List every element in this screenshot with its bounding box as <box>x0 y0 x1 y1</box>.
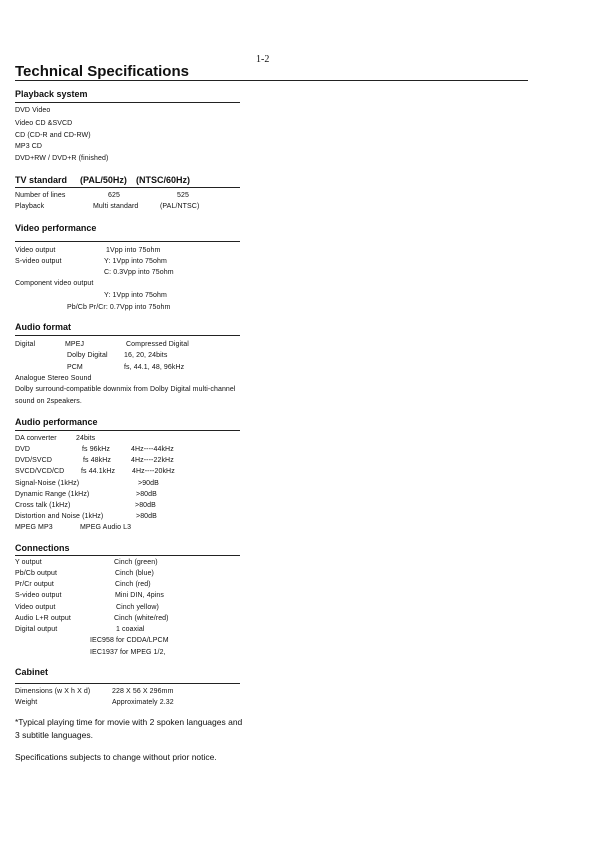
freq-fs: fs 44.1kHz <box>81 468 116 475</box>
cabinet-label: Weight <box>15 699 38 706</box>
tv-row-ntsc: 525 <box>177 192 189 199</box>
format-name: PCM <box>67 364 83 371</box>
tv-row-label: Playback <box>15 203 45 210</box>
connection-value: Cinch (red) <box>115 581 151 588</box>
connection-label: Pb/Cb output <box>15 570 58 577</box>
audio-format-heading: Audio format <box>15 322 71 332</box>
spec-value: >90dB <box>138 480 159 487</box>
connection-value: Cinch yellow) <box>116 604 159 611</box>
iec-line: IEC1937 for MPEG 1/2, <box>90 649 166 656</box>
format-name: Dolby Digital <box>67 352 108 359</box>
connection-label: Video output <box>15 604 56 611</box>
spec-value: >80dB <box>135 502 156 509</box>
video-heading: Video performance <box>15 223 97 233</box>
video-rule <box>15 241 240 242</box>
freq-range: 4Hz----20kHz <box>132 468 175 475</box>
connections-rule <box>15 555 240 556</box>
playback-line: MP3 CD <box>15 143 43 150</box>
format-value: 16, 20, 24bits <box>124 352 168 359</box>
spec-label: Distortion and Noise (1kHz) <box>15 513 104 520</box>
tv-row-pal: Multi standard <box>93 203 139 210</box>
connection-value: Cinch (green) <box>114 559 158 566</box>
mpeg-value: MPEG Audio L3 <box>80 524 132 531</box>
page-number: 1-2 <box>256 54 270 65</box>
freq-fs: fs 48kHz <box>83 457 112 464</box>
connection-label: Digital output <box>15 626 58 633</box>
playback-rule <box>15 102 240 103</box>
component-label: Component video output <box>15 280 94 287</box>
freq-label: DVD/SVCD <box>15 457 52 464</box>
tv-heading: TV standard <box>15 175 68 185</box>
tv-rule <box>15 187 240 188</box>
digital-label: Digital <box>15 341 36 348</box>
tv-row-label: Number of lines <box>15 192 66 199</box>
footnote-line: 3 subtitle languages. <box>15 730 93 740</box>
svideo-c: C: 0.3Vpp into 75ohm <box>104 269 174 276</box>
spec-value: >80dB <box>136 491 157 498</box>
spec-label: Cross talk (1kHz) <box>15 502 71 509</box>
format-value: Compressed Digital <box>126 341 189 348</box>
video-output-label: Video output <box>15 247 56 254</box>
page-title: Technical Specifications <box>15 63 189 80</box>
freq-range: 4Hz----44kHz <box>131 446 174 453</box>
tv-col-ntsc: (NTSC/60Hz) <box>136 175 191 185</box>
footnote-line: *Typical playing time for movie with 2 spoken languages and <box>15 717 243 727</box>
connection-value: Cinch (blue) <box>115 570 154 577</box>
spec-value: >80dB <box>136 513 157 520</box>
format-name: MPEJ <box>65 341 85 348</box>
title-rule <box>15 80 528 81</box>
svideo-y: Y: 1Vpp into 75ohm <box>104 258 167 265</box>
connection-label: Pr/Cr output <box>15 581 54 588</box>
connection-value: Mini DIN, 4pins <box>115 592 164 599</box>
connection-label: Audio L+R output <box>15 615 71 622</box>
freq-range: 4Hz----22kHz <box>131 457 174 464</box>
analogue-line: Analogue Stereo Sound <box>15 375 92 382</box>
freq-label: SVCD/VCD/CD <box>15 468 65 475</box>
connections-heading: Connections <box>15 543 70 553</box>
spec-label: Signal-Noise (1kHz) <box>15 480 80 487</box>
dolby-line: Dolby surround-compatible downmix from Dolby Digital multi-channel <box>15 386 236 393</box>
cabinet-value: Approximately 2.32 <box>112 699 174 706</box>
playback-heading: Playback system <box>15 89 88 99</box>
component-pbpr: Pb/Cb Pr/Cr: 0.7Vpp into 75ohm <box>67 304 171 311</box>
svideo-label: S-video output <box>15 258 62 265</box>
component-y: Y: 1Vpp into 75ohm <box>104 292 167 299</box>
connection-label: S-video output <box>15 592 62 599</box>
tv-col-pal: (PAL/50Hz) <box>80 175 127 185</box>
format-value: fs, 44.1, 48, 96kHz <box>124 364 185 371</box>
playback-line: CD (CD-R and CD-RW) <box>15 132 91 139</box>
tv-row-pal: 625 <box>108 192 120 199</box>
audio-format-rule <box>15 335 240 336</box>
spec-label: Dynamic Range (1kHz) <box>15 491 90 498</box>
cabinet-value: 228 X 56 X 296mm <box>112 688 174 695</box>
cabinet-label: Dimensions (w X h X d) <box>15 688 91 695</box>
freq-label: DVD <box>15 446 31 453</box>
playback-line: DVD+RW / DVD+R (finished) <box>15 155 109 162</box>
dolby-line: sound on 2speakers. <box>15 398 82 405</box>
connection-value: Cinch (white/red) <box>114 615 169 622</box>
freq-fs: fs 96kHz <box>82 446 111 453</box>
da-label: DA converter <box>15 435 57 442</box>
iec-line: IEC958 for CDDA/LPCM <box>90 637 169 644</box>
audio-perf-heading: Audio performance <box>15 417 98 427</box>
playback-line: Video CD &SVCD <box>15 120 73 127</box>
connection-label: Y output <box>15 559 42 566</box>
cabinet-heading: Cabinet <box>15 667 49 677</box>
cabinet-rule <box>15 683 240 684</box>
mpeg-label: MPEG MP3 <box>15 524 53 531</box>
tv-row-ntsc: (PAL/NTSC) <box>160 203 200 210</box>
audio-perf-rule <box>15 430 240 431</box>
connection-value: 1 coaxial <box>116 626 145 633</box>
video-output-value: 1Vpp into 75ohm <box>106 247 161 254</box>
playback-line: DVD Video <box>15 107 51 114</box>
change-notice: Specifications subjects to change without prior notice. <box>15 752 217 762</box>
da-value: 24bits <box>76 435 96 442</box>
